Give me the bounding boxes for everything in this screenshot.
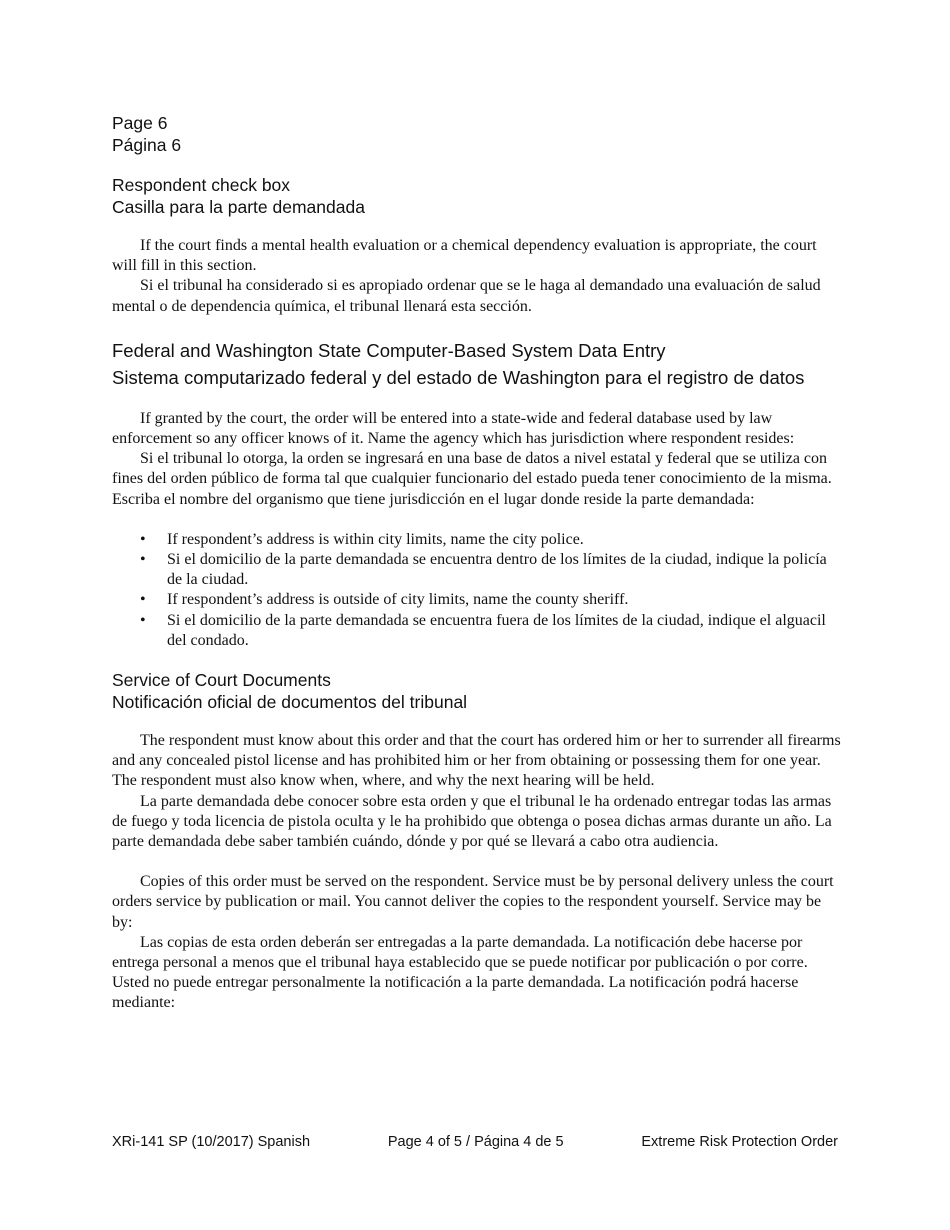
respondent-heading-en: Respondent check box: [112, 175, 291, 195]
service-paragraph-2-en: Copies of this order must be served on the respondent. Service must be by personal delivery unless the court orders service by publication or mail. You cannot deliver the copies to the respondent yourself. Service may be by:: [112, 873, 834, 931]
page-label-es: Página 6: [112, 135, 182, 155]
footer-form-id: XRi-141 SP (10/2017) Spanish: [112, 1134, 311, 1150]
footer-form-title: Extreme Risk Protection Order: [641, 1134, 838, 1150]
document-page: [112, 112, 842, 1014]
service-paragraph-1-es: La parte demandada debe conocer sobre esta orden y que el tribunal le ha ordenado entregar todas las armas de fuego y toda licencia de pistola oculta y le ha prohibido que obtenga o posea dichas armas durante un año. La parte demandada debe saber también cuándo, dónde y por qué se llevará a cabo otra audiencia.: [112, 792, 832, 851]
list-item: [112, 590, 842, 610]
bullet-icon: •: [140, 591, 146, 609]
page-footer: [112, 1134, 838, 1150]
respondent-section: [112, 174, 842, 317]
service-section: [112, 669, 842, 1014]
service-heading-en: Service of Court Documents: [112, 670, 331, 691]
data-entry-heading-en: Federal and Washington State Computer-Based System Data Entry: [112, 339, 666, 361]
bullet-icon: •: [140, 551, 146, 569]
data-entry-paragraph-en: If granted by the court, the order will be entered into a state-wide and federal database used by law enforcement so any officer knows of it. Name the agency which has jurisdiction where respondent resides:: [112, 409, 795, 448]
footer-page-number: Page 4 of 5 / Página 4 de 5: [387, 1134, 564, 1150]
list-item: [112, 550, 842, 590]
list-item: [112, 611, 842, 651]
service-paragraph-2-es: Las copias de esta orden deberán ser entregadas a la parte demandada. La notificación debe hacerse por entrega personal a menos que el tribunal haya establecido que se puede notificar por publicación o por corre. Usted no puede entregar personalmente la notificación a la parte demandada. La notificación podrá hacerse mediante:: [112, 933, 808, 1012]
respondent-heading-es: Casilla para la parte demandada: [112, 197, 365, 217]
service-heading-es: Notificación oficial de documentos del tribunal: [112, 692, 468, 713]
data-entry-section: [112, 337, 842, 651]
respondent-paragraph-es: Si el tribunal ha considerado si es apropiado ordenar que se le haga al demandado una evaluación de salud mental o de dependencia química, el tribunal llenará esta sección.: [112, 277, 821, 315]
agency-bullet-list: [112, 530, 842, 651]
list-item-text: Si el domicilio de la parte demandada se encuentra dentro de los límites de la ciudad, indique la policía de la ciudad.: [167, 551, 827, 589]
data-entry-paragraph-es: Si el tribunal lo otorga, la orden se ingresará en una base de datos a nivel estatal y federal que se utiliza con fines del orden público de forma tal que cualquier funcionario del estado pueda tener conocimiento de la misma. Escriba el nombre del organismo que tiene jurisdicción en el lugar donde reside la parte demandada:: [112, 450, 832, 508]
list-item: [112, 530, 842, 550]
bullet-icon: •: [140, 530, 146, 548]
service-paragraph-1-en: The respondent must know about this order and that the court has ordered him or her to surrender all firearms and any concealed pistol license and has prohibited him or her from obtaining or possessing them for one year. The respondent must also know when, where, and why the next hearing will be held.: [112, 732, 841, 790]
list-item-text: Si el domicilio de la parte demandada se encuentra fuera de los límites de la ciudad, indique el alguacil del condado.: [167, 611, 826, 649]
list-item-text: If respondent’s address is outside of city limits, name the county sheriff.: [167, 591, 629, 609]
list-item-text: If respondent’s address is within city limits, name the city police.: [167, 530, 584, 548]
page-label-en: Page 6: [112, 113, 168, 133]
bullet-icon: •: [140, 611, 146, 629]
page-label: [112, 112, 842, 156]
data-entry-heading-es: Sistema computarizado federal y del estado de Washington para el registro de datos: [112, 366, 805, 388]
respondent-paragraph-en: If the court finds a mental health evaluation or a chemical dependency evaluation is appropriate, the court will fill in this section.: [112, 237, 817, 275]
